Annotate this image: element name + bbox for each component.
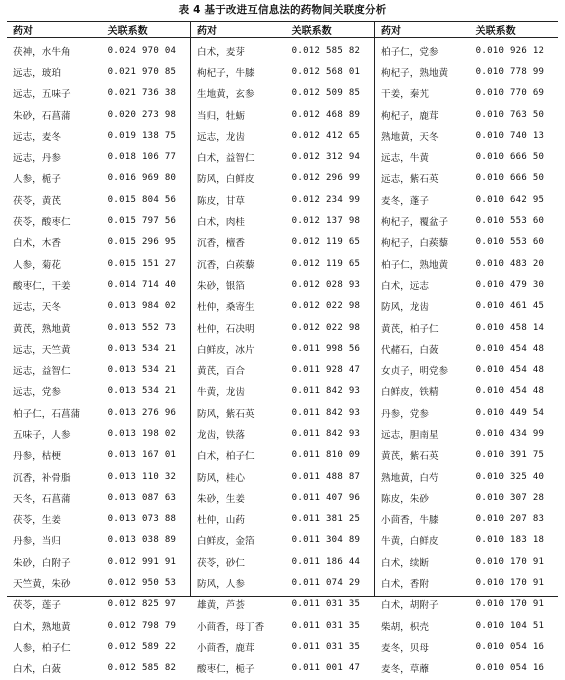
drug-pair-cell: 白术，麦芽 <box>197 46 245 58</box>
table-row <box>375 83 558 104</box>
drug-pair-cell: 防风，人参 <box>197 579 245 591</box>
coefficient-cell: 0.011 998 56 <box>291 343 361 354</box>
table-row <box>375 402 558 423</box>
coefficient-cell: 0.010 778 99 <box>475 66 545 77</box>
drug-pair-cell: 远志，天冬 <box>13 302 61 314</box>
drug-pair-cell: 茯苓，黄芪 <box>13 195 61 207</box>
coefficient-cell: 0.012 825 97 <box>107 599 177 610</box>
coefficient-cell: 0.011 031 35 <box>291 641 361 652</box>
drug-pair-cell: 生地黄，玄参 <box>197 89 255 101</box>
coefficient-cell: 0.010 054 16 <box>475 641 545 652</box>
drug-pair-cell: 远志，五味子 <box>13 89 71 101</box>
table-row <box>7 636 190 657</box>
table-row <box>375 423 558 444</box>
header-drug-pair: 药对 <box>381 26 401 37</box>
drug-pair-cell: 麦冬，草蘼 <box>381 664 429 676</box>
table-row <box>375 636 558 657</box>
drug-pair-cell: 朱砂，生姜 <box>197 493 245 505</box>
drug-pair-cell: 白术，木香 <box>13 238 61 250</box>
drug-pair-cell: 沉香，补骨脂 <box>13 472 71 484</box>
coefficient-cell: 0.010 763 50 <box>475 109 545 120</box>
coefficient-cell: 0.012 589 22 <box>107 641 177 652</box>
drug-pair-cell: 白术，白蔹 <box>13 664 61 676</box>
coefficient-cell: 0.011 842 93 <box>291 428 361 439</box>
drug-pair-cell: 茯苓，酸枣仁 <box>13 217 71 229</box>
drug-pair-cell: 麦冬，蓬子 <box>381 195 429 207</box>
drug-pair-cell: 枸杞子，熟地黄 <box>381 67 449 79</box>
table-row <box>191 551 374 572</box>
coefficient-cell: 0.010 454 48 <box>475 365 545 376</box>
coefficient-cell: 0.011 842 93 <box>291 386 361 397</box>
table-row <box>375 615 558 636</box>
drug-pair-cell: 麦冬，贝母 <box>381 642 429 654</box>
table-row <box>191 338 374 359</box>
table-row <box>7 381 190 402</box>
table-row <box>375 317 558 338</box>
coefficient-cell: 0.011 381 25 <box>291 514 361 525</box>
drug-pair-cell: 远志，益智仁 <box>13 366 71 378</box>
coefficient-cell: 0.011 304 89 <box>291 535 361 546</box>
association-table <box>7 21 558 676</box>
drug-pair-cell: 杜仲，山药 <box>197 515 245 527</box>
coefficient-cell: 0.012 468 89 <box>291 109 361 120</box>
coefficient-cell: 0.013 198 02 <box>107 428 177 439</box>
table-row <box>191 146 374 167</box>
table-row <box>375 40 558 61</box>
coefficient-cell: 0.013 276 96 <box>107 407 177 418</box>
coefficient-cell: 0.010 553 60 <box>475 237 545 248</box>
table-row <box>191 189 374 210</box>
table-row <box>375 509 558 530</box>
table-row <box>375 168 558 189</box>
coefficient-cell: 0.010 461 45 <box>475 301 545 312</box>
table-row <box>375 530 558 551</box>
coefficient-cell: 0.015 151 27 <box>107 258 177 269</box>
coefficient-cell: 0.010 642 95 <box>475 194 545 205</box>
table-header <box>7 22 190 38</box>
coefficient-cell: 0.011 186 44 <box>291 556 361 567</box>
drug-pair-cell: 黄芪，柏子仁 <box>381 323 439 335</box>
table-row <box>7 445 190 466</box>
coefficient-cell: 0.010 553 60 <box>475 216 545 227</box>
coefficient-cell: 0.012 991 91 <box>107 556 177 567</box>
table-row <box>7 210 190 231</box>
coefficient-cell: 0.020 273 98 <box>107 109 177 120</box>
drug-pair-cell: 柏子仁，党参 <box>381 46 439 58</box>
coefficient-cell: 0.013 073 88 <box>107 514 177 525</box>
header-drug-pair: 药对 <box>13 26 33 37</box>
table-row <box>375 487 558 508</box>
drug-pair-cell: 小茴香，鹿茸 <box>197 642 255 654</box>
drug-pair-cell: 当归，牡蛎 <box>197 110 245 122</box>
table-row <box>191 83 374 104</box>
table-row <box>7 572 190 593</box>
drug-pair-cell: 白术，胡附子 <box>381 600 439 612</box>
table-column-2 <box>190 22 375 676</box>
coefficient-cell: 0.012 137 98 <box>291 216 361 227</box>
coefficient-cell: 0.011 928 47 <box>291 365 361 376</box>
table-row <box>375 338 558 359</box>
table-row <box>191 445 374 466</box>
drug-pair-cell: 白术，续断 <box>381 557 429 569</box>
table-row <box>191 168 374 189</box>
table-row <box>7 40 190 61</box>
drug-pair-cell: 丹参，当归 <box>13 536 61 548</box>
drug-pair-cell: 防风，紫石英 <box>197 408 255 420</box>
drug-pair-cell: 防风，白鲜皮 <box>197 174 255 186</box>
table-row <box>7 359 190 380</box>
coefficient-cell: 0.012 509 85 <box>291 88 361 99</box>
coefficient-cell: 0.010 483 20 <box>475 258 545 269</box>
coefficient-cell: 0.012 119 65 <box>291 258 361 269</box>
coefficient-cell: 0.014 714 40 <box>107 279 177 290</box>
drug-pair-cell: 远志，天竺黄 <box>13 344 71 356</box>
coefficient-cell: 0.018 106 77 <box>107 152 177 163</box>
table-header <box>375 22 558 38</box>
table-row <box>7 125 190 146</box>
drug-pair-cell: 沉香，檀香 <box>197 238 245 250</box>
drug-pair-cell: 杜仲，桑寄生 <box>197 302 255 314</box>
table-row <box>191 423 374 444</box>
drug-pair-cell: 茯苓，砂仁 <box>197 557 245 569</box>
table-caption: 表 4 基于改进互信息法的药物间关联度分析 <box>178 4 387 16</box>
drug-pair-cell: 朱砂，银箔 <box>197 280 245 292</box>
drug-pair-cell: 茯神，水牛角 <box>13 46 71 58</box>
table-row <box>191 466 374 487</box>
table-row <box>375 189 558 210</box>
table-row <box>7 530 190 551</box>
coefficient-cell: 0.013 534 21 <box>107 386 177 397</box>
table-row <box>375 125 558 146</box>
coefficient-cell: 0.012 585 82 <box>107 663 177 674</box>
drug-pair-cell: 远志，龙齿 <box>197 131 245 143</box>
coefficient-cell: 0.011 810 09 <box>291 450 361 461</box>
table-row <box>375 381 558 402</box>
coefficient-cell: 0.010 458 14 <box>475 322 545 333</box>
table-row <box>375 253 558 274</box>
drug-pair-cell: 沉香，白蒺藜 <box>197 259 255 271</box>
table-row <box>7 551 190 572</box>
table-row <box>7 253 190 274</box>
header-association-coefficient: 关联系数 <box>475 26 516 37</box>
coefficient-cell: 0.010 454 48 <box>475 386 545 397</box>
table-row <box>191 402 374 423</box>
table-row <box>7 509 190 530</box>
coefficient-cell: 0.012 028 93 <box>291 279 361 290</box>
coefficient-cell: 0.012 296 99 <box>291 173 361 184</box>
drug-pair-cell: 茯苓，生姜 <box>13 515 61 527</box>
coefficient-cell: 0.013 110 32 <box>107 471 177 482</box>
table-row <box>375 146 558 167</box>
coefficient-cell: 0.010 207 83 <box>475 514 545 525</box>
drug-pair-cell: 白鲜皮，铁精 <box>381 387 439 399</box>
coefficient-cell: 0.013 534 21 <box>107 365 177 376</box>
table-row <box>7 466 190 487</box>
drug-pair-cell: 防风，龙齿 <box>381 302 429 314</box>
table-row <box>7 146 190 167</box>
drug-pair-cell: 白术，益智仁 <box>197 153 255 165</box>
drug-pair-cell: 远志，党参 <box>13 387 61 399</box>
table-body <box>375 38 558 680</box>
table-row <box>7 61 190 82</box>
drug-pair-cell: 枸杞子，牛膝 <box>197 67 255 79</box>
coefficient-cell: 0.010 926 12 <box>475 45 545 56</box>
coefficient-cell: 0.011 074 29 <box>291 578 361 589</box>
drug-pair-cell: 黄芪，百合 <box>197 366 245 378</box>
header-association-coefficient: 关联系数 <box>107 26 148 37</box>
coefficient-cell: 0.012 312 94 <box>291 152 361 163</box>
table-row <box>375 551 558 572</box>
drug-pair-cell: 柏子仁，石菖蒲 <box>13 408 81 420</box>
drug-pair-cell: 远志，玻珀 <box>13 67 61 79</box>
coefficient-cell: 0.011 001 47 <box>291 663 361 674</box>
coefficient-cell: 0.012 119 65 <box>291 237 361 248</box>
coefficient-cell: 0.021 736 38 <box>107 88 177 99</box>
coefficient-cell: 0.010 666 50 <box>475 173 545 184</box>
coefficient-cell: 0.012 568 01 <box>291 66 361 77</box>
coefficient-cell: 0.013 038 89 <box>107 535 177 546</box>
coefficient-cell: 0.012 412 65 <box>291 130 361 141</box>
drug-pair-cell: 熟地黄，天冬 <box>381 131 439 143</box>
coefficient-cell: 0.012 022 98 <box>291 301 361 312</box>
table-row <box>191 509 374 530</box>
coefficient-cell: 0.012 798 79 <box>107 620 177 631</box>
table-row <box>7 615 190 636</box>
table-row <box>191 615 374 636</box>
coefficient-cell: 0.010 434 99 <box>475 428 545 439</box>
header-association-coefficient: 关联系数 <box>291 26 332 37</box>
coefficient-cell: 0.011 488 87 <box>291 471 361 482</box>
coefficient-cell: 0.012 234 99 <box>291 194 361 205</box>
coefficient-cell: 0.010 454 48 <box>475 343 545 354</box>
coefficient-cell: 0.021 970 85 <box>107 66 177 77</box>
coefficient-cell: 0.013 534 21 <box>107 343 177 354</box>
table-row <box>191 210 374 231</box>
drug-pair-cell: 远志，牛黄 <box>381 153 429 165</box>
coefficient-cell: 0.011 842 93 <box>291 407 361 418</box>
coefficient-cell: 0.012 950 53 <box>107 578 177 589</box>
coefficient-cell: 0.013 167 01 <box>107 450 177 461</box>
coefficient-cell: 0.013 984 02 <box>107 301 177 312</box>
drug-pair-cell: 白术，香附 <box>381 579 429 591</box>
table-row <box>375 594 558 615</box>
drug-pair-cell: 白术，柏子仁 <box>197 451 255 463</box>
drug-pair-cell: 人参，柏子仁 <box>13 642 71 654</box>
coefficient-cell: 0.011 407 96 <box>291 492 361 503</box>
table-row <box>191 274 374 295</box>
drug-pair-cell: 柏子仁，熟地黄 <box>381 259 449 271</box>
table-row <box>191 359 374 380</box>
table-column-1 <box>7 22 190 676</box>
drug-pair-cell: 牛黄，白鲜皮 <box>381 536 439 548</box>
drug-pair-cell: 朱砂，石菖蒲 <box>13 110 71 122</box>
drug-pair-cell: 人参，菊花 <box>13 259 61 271</box>
drug-pair-cell: 酸枣仁，干姜 <box>13 280 71 292</box>
drug-pair-cell: 丹参，党参 <box>381 408 429 420</box>
drug-pair-cell: 女贞子，明党参 <box>381 366 449 378</box>
drug-pair-cell: 白鲜皮，金箔 <box>197 536 255 548</box>
coefficient-cell: 0.019 138 75 <box>107 130 177 141</box>
drug-pair-cell: 天冬，石菖蒲 <box>13 493 71 505</box>
drug-pair-cell: 天竺黄，朱砂 <box>13 579 71 591</box>
drug-pair-cell: 枸杞子，白蒺藜 <box>381 238 449 250</box>
coefficient-cell: 0.015 797 56 <box>107 216 177 227</box>
table-row <box>7 104 190 125</box>
table-row <box>375 572 558 593</box>
table-row <box>191 487 374 508</box>
coefficient-cell: 0.015 804 56 <box>107 194 177 205</box>
table-row <box>375 359 558 380</box>
drug-pair-cell: 牛黄，龙齿 <box>197 387 245 399</box>
table-row <box>375 658 558 679</box>
coefficient-cell: 0.010 666 50 <box>475 152 545 163</box>
drug-pair-cell: 小茴香，牛膝 <box>381 515 439 527</box>
table-row <box>7 423 190 444</box>
drug-pair-cell: 酸枣仁，栀子 <box>197 664 255 676</box>
table-row <box>191 253 374 274</box>
drug-pair-cell: 陈皮，甘草 <box>197 195 245 207</box>
table-row <box>7 232 190 253</box>
coefficient-cell: 0.012 585 82 <box>291 45 361 56</box>
coefficient-cell: 0.010 170 91 <box>475 578 545 589</box>
drug-pair-cell: 雄黄，芦荟 <box>197 600 245 612</box>
coefficient-cell: 0.010 391 75 <box>475 450 545 461</box>
drug-pair-cell: 枸杞子，鹿茸 <box>381 110 439 122</box>
table-row <box>191 572 374 593</box>
coefficient-cell: 0.010 170 91 <box>475 599 545 610</box>
drug-pair-cell: 龙齿，铁落 <box>197 429 245 441</box>
table-row <box>7 168 190 189</box>
table-row <box>191 658 374 679</box>
table-row <box>191 636 374 657</box>
table-row <box>7 594 190 615</box>
table-row <box>191 104 374 125</box>
coefficient-cell: 0.010 325 40 <box>475 471 545 482</box>
drug-pair-cell: 防风，桂心 <box>197 472 245 484</box>
coefficient-cell: 0.013 087 63 <box>107 492 177 503</box>
table-row <box>7 338 190 359</box>
table-row <box>7 658 190 679</box>
table-row <box>375 232 558 253</box>
coefficient-cell: 0.010 740 13 <box>475 130 545 141</box>
drug-pair-cell: 杜仲，石决明 <box>197 323 255 335</box>
coefficient-cell: 0.015 296 95 <box>107 237 177 248</box>
table-row <box>191 594 374 615</box>
drug-pair-cell: 茯苓，莲子 <box>13 600 61 612</box>
drug-pair-cell: 远志，胆南星 <box>381 429 439 441</box>
table-row <box>191 317 374 338</box>
coefficient-cell: 0.011 031 35 <box>291 620 361 631</box>
drug-pair-cell: 代赭石，白蔹 <box>381 344 439 356</box>
drug-pair-cell: 朱砂，白附子 <box>13 557 71 569</box>
table-row <box>375 296 558 317</box>
table-row <box>7 189 190 210</box>
drug-pair-cell: 人参，栀子 <box>13 174 61 186</box>
table-body <box>7 38 190 680</box>
table-row <box>375 445 558 466</box>
drug-pair-cell: 远志，麦冬 <box>13 131 61 143</box>
drug-pair-cell: 熟地黄，白芍 <box>381 472 439 484</box>
coefficient-cell: 0.013 552 73 <box>107 322 177 333</box>
drug-pair-cell: 白鲜皮，冰片 <box>197 344 255 356</box>
drug-pair-cell: 干姜，秦艽 <box>381 89 429 101</box>
drug-pair-cell: 黄芪，紫石英 <box>381 451 439 463</box>
table-row <box>191 530 374 551</box>
table-row <box>191 40 374 61</box>
table-row <box>7 487 190 508</box>
table-row <box>191 125 374 146</box>
drug-pair-cell: 白术，肉桂 <box>197 217 245 229</box>
table-row <box>7 317 190 338</box>
table-row <box>191 232 374 253</box>
drug-pair-cell: 枸杞子，覆盆子 <box>381 217 449 229</box>
table-row <box>375 104 558 125</box>
coefficient-cell: 0.011 031 35 <box>291 599 361 610</box>
coefficient-cell: 0.010 307 28 <box>475 492 545 503</box>
drug-pair-cell: 白术，远志 <box>381 280 429 292</box>
table-row <box>191 61 374 82</box>
table-row <box>7 83 190 104</box>
drug-pair-cell: 五味子，人参 <box>13 429 71 441</box>
table-row <box>375 210 558 231</box>
table-row <box>7 296 190 317</box>
table-body <box>191 38 374 680</box>
table-row <box>375 466 558 487</box>
drug-pair-cell: 小茴香，母丁香 <box>197 621 265 633</box>
table-row <box>375 61 558 82</box>
coefficient-cell: 0.016 969 80 <box>107 173 177 184</box>
table-row <box>375 274 558 295</box>
table-row <box>7 402 190 423</box>
drug-pair-cell: 白术，熟地黄 <box>13 621 71 633</box>
coefficient-cell: 0.010 770 69 <box>475 88 545 99</box>
drug-pair-cell: 远志，紫石英 <box>381 174 439 186</box>
coefficient-cell: 0.010 170 91 <box>475 556 545 567</box>
drug-pair-cell: 陈皮，朱砂 <box>381 493 429 505</box>
table-row <box>191 296 374 317</box>
drug-pair-cell: 柴胡，枳壳 <box>381 621 429 633</box>
table-header <box>191 22 374 38</box>
drug-pair-cell: 丹参，枯梗 <box>13 451 61 463</box>
coefficient-cell: 0.010 479 30 <box>475 279 545 290</box>
coefficient-cell: 0.010 054 16 <box>475 663 545 674</box>
coefficient-cell: 0.024 970 04 <box>107 45 177 56</box>
coefficient-cell: 0.010 183 18 <box>475 535 545 546</box>
coefficient-cell: 0.010 449 54 <box>475 407 545 418</box>
coefficient-cell: 0.010 104 51 <box>475 620 545 631</box>
table-row <box>7 274 190 295</box>
header-drug-pair: 药对 <box>197 26 217 37</box>
table-row <box>191 381 374 402</box>
drug-pair-cell: 黄芪，熟地黄 <box>13 323 71 335</box>
drug-pair-cell: 远志，丹参 <box>13 153 61 165</box>
coefficient-cell: 0.012 022 98 <box>291 322 361 333</box>
table-column-3 <box>375 22 558 676</box>
